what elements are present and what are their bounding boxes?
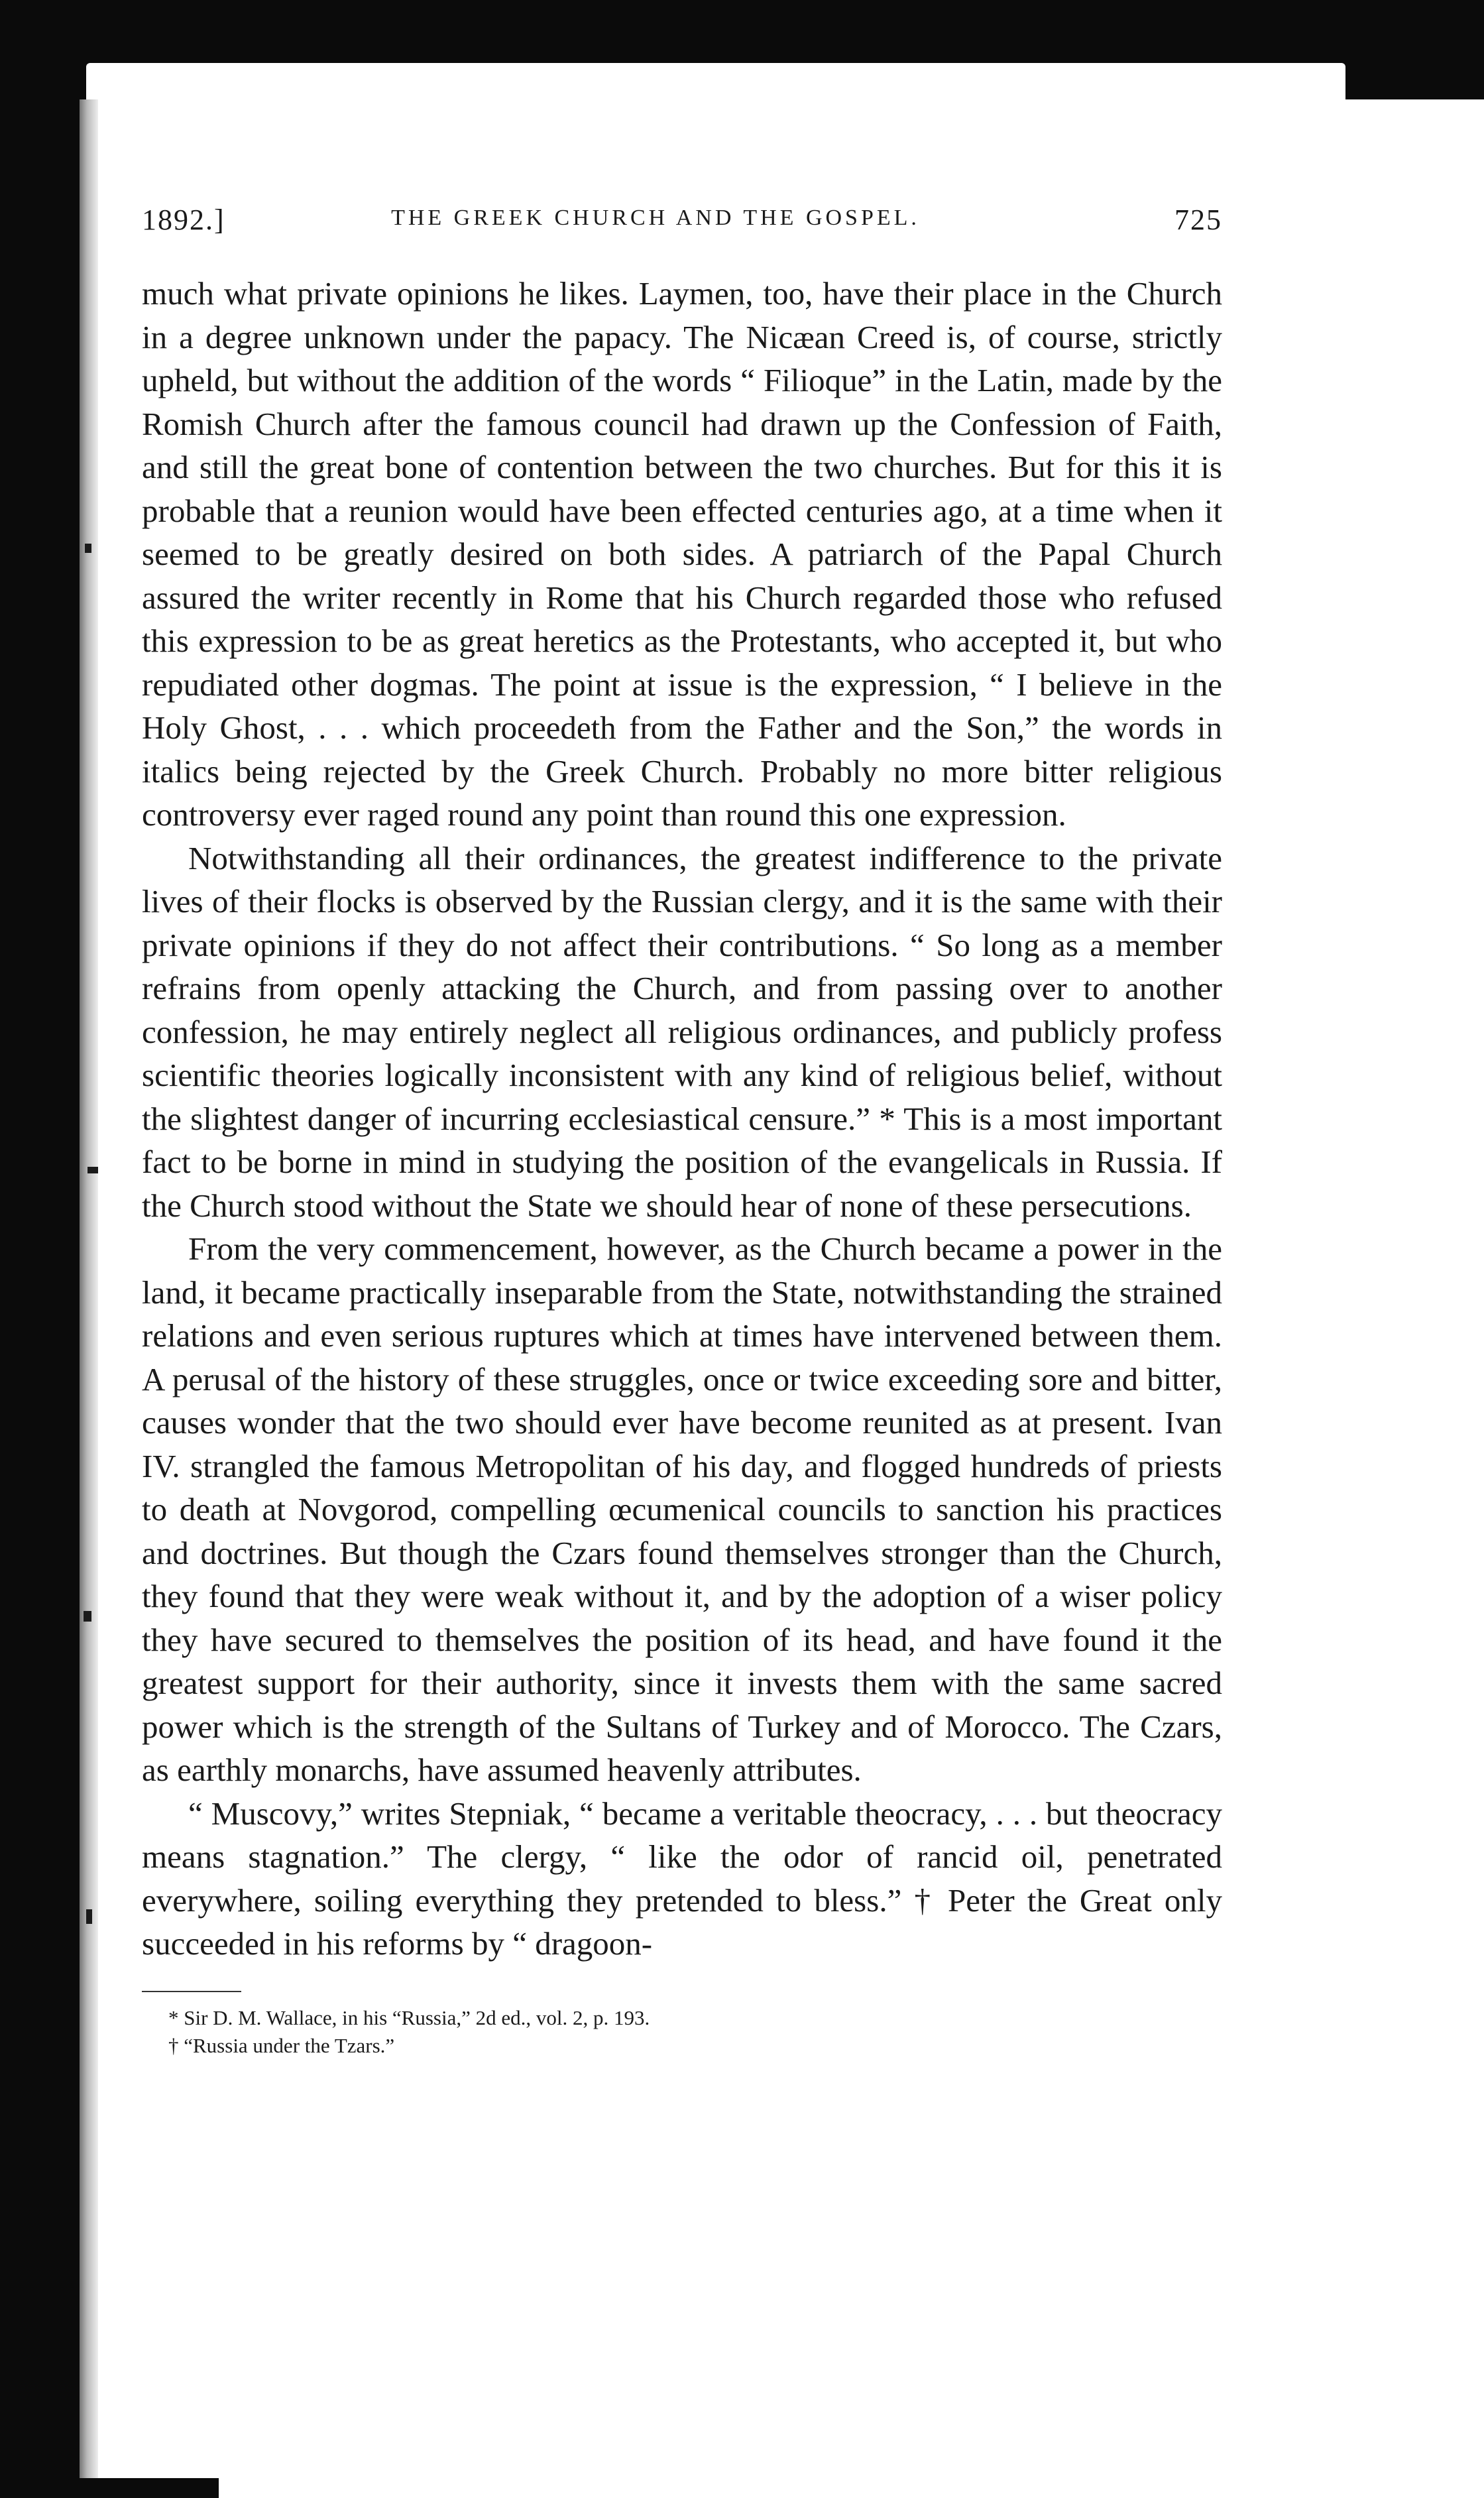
- paragraph: Notwithstanding all their ordinances, the greatest indifference to the private lives of their flocks is observed by the Russian clergy, and it is the same with their private opinions if they do not affect their contributions. “ So long as a member refrains from openly attacking the Church, and from passing over to another confession, he may entirely neglect all religious ordinances, and publicly profess scientific theories logically inconsistent with any kind of religious belief, without the slightest danger of incurring ecclesiastical censure.” * This is a most important fact to be borne in mind in studying the position of the evangelicals in Russia. If the Church stood without the State we should hear of none of these persecutions.: [142, 839, 1222, 1224]
- scan-speck: [86, 1909, 92, 1924]
- running-head: [142, 199, 1222, 245]
- body-text: [142, 272, 1222, 1966]
- scan-speck: [87, 1167, 98, 1173]
- paragraph: From the very commencement, however, as the Church became a power in the land, it became practically inseparable from the State, notwithstanding the strained relations and even serious ruptures which at times have intervened between them. A perusal of the history of these struggles, once or twice exceeding sore and bitter, causes wonder that the two should ever have become reunited as at present. Ivan IV. strangled the famous Metropolitan of his day, and flogged hundreds of priests to death at Novgorod, compelling œcumenical councils to sanction his practices and doctrines. But though the Czars found themselves stronger than the Church, they found that they were weak without it, and by the adoption of a wiser policy they have secured to themselves the position of its head, and have found it the greatest support for their authority, since it invests them with the same sacred power which is the strength of the Sultans of Turkey and of Morocco. The Czars, as earthly monarchs, have assumed heavenly attributes.: [142, 1230, 1222, 1788]
- paragraph: much what private opinions he likes. Laymen, too, have their place in the Church in a degree unknown under the papacy. The Nicæan Creed is, of course, strictly upheld, but without the addition of the words “ Filioque” in the Latin, made by the Romish Church after the famous council had drawn up the Confession of Faith, and still the great bone of contention between the two churches. But for this it is probable that a reunion would have been effected centuries ago, at a time when it seemed to be greatly desired on both sides. A patriarch of the Papal Church assured the writer recently in Rome that his Church regarded those who refused this expression to be as great heretics as the Protestants, who accepted it, but who repudiated other dogmas. The point at issue is the expression, “ I believe in the Holy Ghost, . . . which proceedeth from the Father and the Son,” the words in italics being rejected by the Greek Church. Probably no more bitter religious controversy ever raged round any point than round this one expression.: [142, 275, 1222, 833]
- scan-speck: [85, 544, 91, 553]
- scan-border-bottom: [0, 2478, 219, 2498]
- footnote: † “Russia under the Tzars.”: [168, 2033, 395, 2057]
- page-binding-shadow: [80, 99, 98, 2498]
- footnote: * Sir D. M. Wallace, in his “Russia,” 2d ed., vol. 2, p. 193.: [168, 2005, 650, 2029]
- paragraph: “ Muscovy,” writes Stepniak, “ became a veritable theocracy, . . . but theocracy means stagnation.” The clergy, “ like the odor of rancid oil, penetrated everywhere, soiling everything they pretended to bless.” † Peter the Great only succeeded in his reforms by “ dragoon-: [142, 1795, 1222, 1962]
- running-head-year: 1892.]: [142, 204, 225, 236]
- page-number: 725: [1174, 204, 1222, 236]
- footnotes: [142, 2004, 1222, 2060]
- scan-border-left: [0, 0, 80, 2498]
- running-head-title: THE GREEK CHURCH AND THE GOSPEL.: [391, 206, 920, 230]
- page-top-edge: [86, 63, 1345, 101]
- footnote-rule: [142, 1991, 241, 1992]
- book-page: [142, 199, 1222, 2060]
- scan-speck: [84, 1611, 91, 1622]
